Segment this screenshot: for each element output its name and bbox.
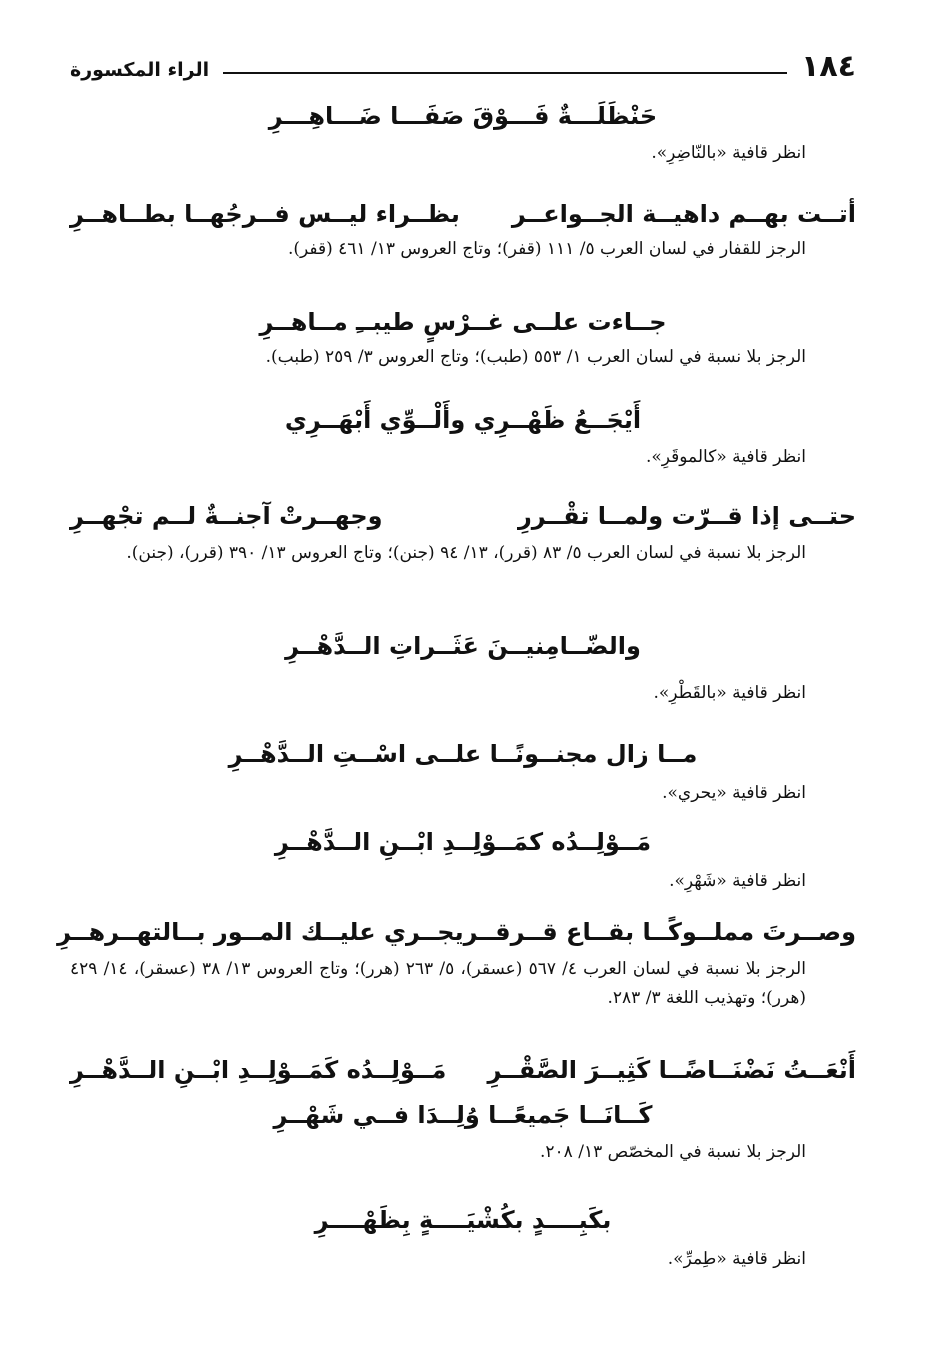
- verse-line: حَنْظَلَـــةٌ فَـــوْقَ صَفَـــا ضَـــاهِـــرِ: [268, 102, 658, 130]
- source-note: الرجز للقفار في لسان العرب ٥/ ١١١ (قفر)؛ وتاج العروس ١٣/ ٤٦١ (قفر).: [287, 238, 806, 259]
- verse-line: أَيْجَــعُ ظَهْــرِي وأَلْــوِّي أَبْهَــرِي: [284, 406, 642, 434]
- verse-line: جــاءت علــى غــرْسٍ طيبــِ مــاهــرِ: [259, 308, 667, 336]
- hemistich-right: أتــت بهــم داهيــة الجــواعــر: [511, 200, 856, 228]
- source-note: الرجز بلا نسبة في لسان العرب ٤/ ٥٦٧ (عسقر)، ٥/ ٢٦٣ (هرر)؛ وتاج العروس ١٣/ ٣٨ (عسقر)، ١٤/ ٤٢٩ (هرر)؛ وتهذيب اللغة ٣/ ٢٨٣.: [70, 958, 806, 1008]
- verse-couplet: [70, 200, 856, 229]
- page-number: ١٨٤: [801, 49, 856, 84]
- header-rule: [223, 72, 787, 74]
- hemistich-right: حتــى إذا قــرّت ولمــا تقْــررِ: [517, 502, 856, 530]
- verse-entry: [70, 102, 856, 168]
- source-note: الرجز بلا نسبة في لسان العرب ٥/ ٨٣ (قرر)، ١٣/ ٩٤ (جنن)؛ وتاج العروس ١٣/ ٣٩٠ (قرر)، (جنن).: [126, 542, 806, 563]
- source-note: انظر قافية «بالنّاضِرِ».: [651, 142, 806, 163]
- verse-entry: [70, 1056, 856, 1166]
- verse-line: بكَبِــــدٍ بكُشْيَــــةٍ بِظَهْــــرِ: [314, 1206, 612, 1234]
- page-header: [70, 42, 856, 82]
- hemistich-left: بظــراء ليــس فــرجُهــا بطــاهــرِ: [70, 200, 460, 228]
- hemistich-left: مَــوْلِــدُه كَمَــوْلِــدِ ابْــنِ الــدَّهْــرِ: [70, 1056, 447, 1084]
- verse-entry: [70, 1206, 856, 1274]
- hemistich-left: يجــري عليــك المــور بــالتهــرهــرِ: [57, 918, 464, 946]
- verse-entry: [70, 502, 856, 568]
- verse-entry: [57, 918, 856, 1013]
- source-note: الرجز بلا نسبة في المخصّص ١٣/ ٢٠٨.: [540, 1141, 806, 1162]
- source-note: انظر قافية «طِمرِّ».: [667, 1248, 806, 1269]
- source-note: انظر قافية «شَهْرِ».: [669, 870, 806, 891]
- verse-entry: [70, 828, 856, 896]
- hemistich-left: وجهــرتْ آجنــةٌ لــم تجْهــرِ: [70, 502, 383, 530]
- verse-line: مــا زال مجنــونًــا علــى اسْــتِ الــدَّهْــرِ: [228, 740, 698, 768]
- verse-couplet: [70, 1056, 856, 1085]
- verse-couplet: [57, 918, 856, 947]
- source-note: انظر قافية «كالموقَرِ».: [645, 446, 806, 467]
- verse-line: مَــوْلِــدُه كمَــوْلِــدِ ابْــنِ الــدَّهْــرِ: [274, 828, 652, 856]
- source-note: انظر قافية «يحري».: [662, 782, 806, 803]
- running-head: الراء المكسورة: [70, 59, 210, 81]
- verse-entry: [70, 200, 856, 264]
- verse-couplet: [70, 502, 856, 531]
- source-note: انظر قافية «بالقَطْرِ».: [653, 682, 806, 703]
- verse-entry: [70, 632, 856, 708]
- hemistich-right: وصــرتَ مملــوكًــا بقــاع قــرقــر: [463, 918, 856, 946]
- verse-entry: [70, 406, 856, 472]
- verse-line: والضّــامِنيــنَ عَثَــراتِ الــدَّهْــرِ: [285, 632, 641, 660]
- verse-entry: [70, 308, 856, 372]
- hemistich-right: أَنْعَــتُ نَضْنَــاضًــا كَثِيــرَ الصَّقْــرِ: [487, 1056, 856, 1084]
- verse-entry: [70, 740, 856, 808]
- verse-line: كَــانَــا جَميعًــا وُلِــدَا فــي شَهْــرِ: [273, 1100, 653, 1129]
- source-note: الرجز بلا نسبة في لسان العرب ١/ ٥٥٣ (طبب)؛ وتاج العروس ٣/ ٢٥٩ (طبب).: [265, 346, 806, 367]
